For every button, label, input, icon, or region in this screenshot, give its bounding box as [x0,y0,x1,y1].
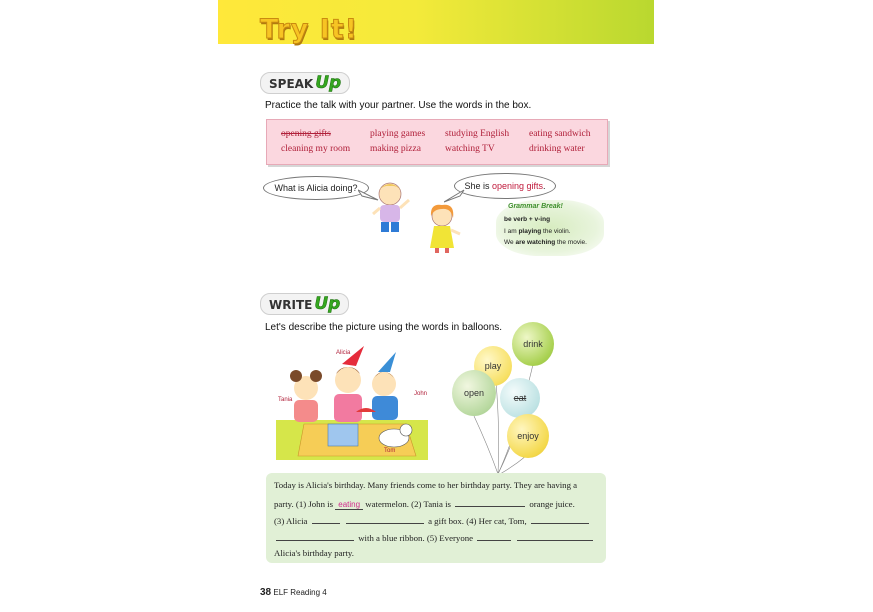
birthday-party-illustration [276,344,428,460]
balloon-eat: eat [500,378,540,418]
blank-4a[interactable] [531,515,589,524]
label-john: John [414,391,428,397]
blank-4b[interactable] [276,532,354,541]
girl-illustration [424,204,464,254]
grammar-ex1-a: I am [504,228,519,235]
story-line-5: Alicia's birthday party. [274,548,354,558]
title-banner [218,0,654,44]
story-line-3b: a gift box. (4) Her cat, Tom, [428,516,527,526]
grammar-ex2-a: We [504,239,516,246]
word-making-pizza: making pizza [370,144,421,154]
write-label: WRITE [269,298,313,312]
balloon-play: play [474,346,512,386]
label-tom: Tom [384,448,396,454]
label-tania: Tania [278,397,293,403]
story-line-3a: (3) Alicia [274,516,308,526]
answer-bubble-tail [444,188,466,204]
speak-instruction: Practice the talk with your partner. Use the words in the box. [265,100,532,111]
grammar-break-box [496,200,604,256]
story-line-1: Today is Alicia's birthday. Many friends come to her birthday party. They are having a [274,480,578,490]
up-label: Up [315,73,342,93]
story-line-2a: party. (1) John is [274,499,336,509]
write-up-badge [260,293,349,315]
page-footer [260,587,327,598]
write-up-label: Up [314,294,341,314]
word-box [266,119,608,165]
word-studying-english: studying English [445,129,510,139]
answer-highlight: opening gifts [491,181,544,191]
boy-illustration [368,180,412,236]
word-drinking-water: drinking water [529,144,585,154]
grammar-rule [504,216,550,223]
grammar-example-1 [504,228,571,235]
balloon-open: open [452,370,496,416]
answer-suffix: . [543,181,546,191]
word-watching-tv: watching TV [445,144,495,154]
story-line-3 [274,515,591,526]
write-instruction: Let's describe the picture using the words in balloons. [265,322,503,333]
page-number: 38 [260,587,272,598]
textbook-page [218,0,654,612]
story-box [266,473,606,563]
blank-2[interactable] [455,498,525,507]
grammar-example-2 [504,239,587,246]
page-title: Try It! [260,14,359,45]
label-alicia: Alicia [336,350,351,356]
grammar-ex2-c: the movie. [555,239,587,246]
answer-prefix: She is [464,181,492,191]
grammar-rule-text: be verb + v-ing [504,216,551,223]
word-opening-gifts: opening gifts [281,129,331,139]
grammar-ex2-b: are watching [515,239,556,246]
story-line-2c: orange juice. [529,499,575,509]
balloon-drink: drink [512,322,554,366]
grammar-ex1-b: playing [518,228,542,235]
speak-label: SPEAK [269,77,314,91]
question-text: What is Alicia doing? [274,183,358,193]
answer-eating: eating [335,500,363,510]
word-playing-games: playing games [370,129,426,139]
balloon-enjoy: enjoy [507,414,549,458]
blank-3a[interactable] [312,515,340,524]
word-cleaning-my-room: cleaning my room [281,144,351,154]
answer-bubble [454,173,556,199]
story-line-2b: watermelon. (2) Tania is [363,499,451,509]
question-bubble [263,176,369,200]
grammar-title: Grammar Break! [508,203,563,210]
speak-up-badge [260,72,350,94]
grammar-ex1-c: the violin. [541,228,571,235]
book-title: ELF Reading 4 [273,588,327,597]
story-line-2 [274,498,575,509]
blank-5a[interactable] [477,532,511,541]
story-line-4a: with a blue ribbon. (5) Everyone [358,533,474,543]
blank-5b[interactable] [517,532,593,541]
blank-3b[interactable] [346,515,424,524]
word-eating-sandwich: eating sandwich [529,129,591,139]
story-line-4 [274,532,595,543]
